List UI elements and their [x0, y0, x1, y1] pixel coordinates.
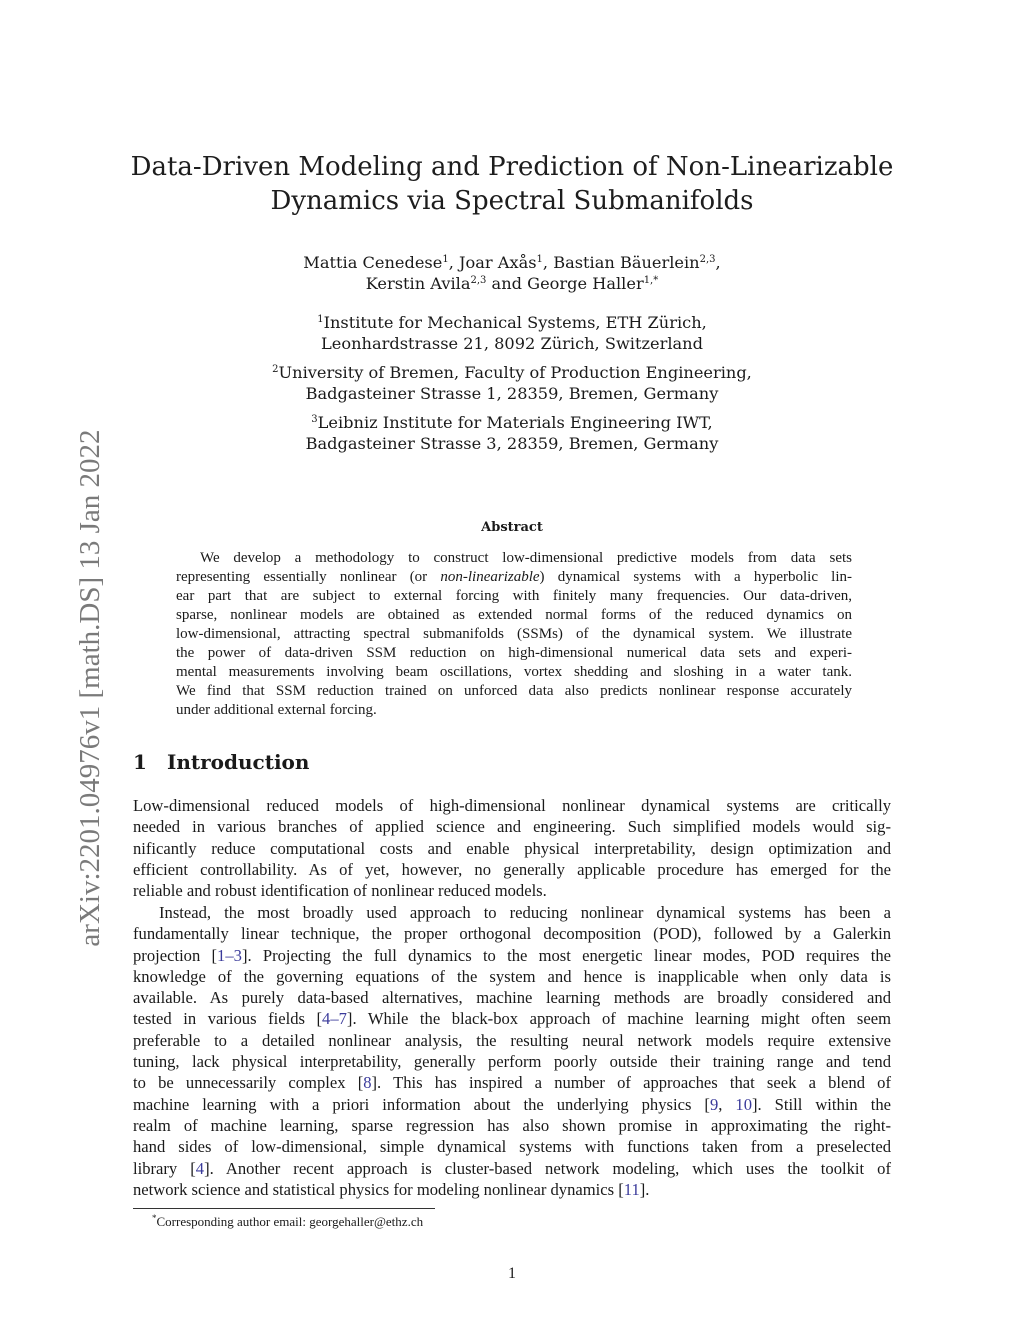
footnote-rule	[133, 1208, 435, 1209]
abstract-line: ear part that are subject to external forcing with finitely many frequencies. Our data-driven,	[176, 588, 852, 604]
author-name: Bastian Bäuerlein	[553, 253, 700, 272]
text-line: hand sides of low-dimensional, simple dynamical systems with functions taken from a preselected	[133, 1137, 891, 1157]
author-list	[112, 252, 912, 294]
text-line	[133, 945, 891, 966]
footnote	[152, 1213, 423, 1230]
abstract-emphasis: non-linearizable	[440, 569, 540, 585]
text-line: efficient controllability. As of yet, however, no generally applicable procedure has emerged for the	[133, 859, 891, 879]
section-number: 1	[133, 750, 147, 774]
arxiv-side-stamp: arXiv:2201.04976v1 [math.DS] 13 Jan 2022	[74, 429, 106, 947]
text-span: network science and statistical physics for modeling nonlinear dynamics [	[133, 1179, 624, 1199]
citation-link[interactable]: 4	[322, 1009, 331, 1029]
section-heading-introduction	[133, 748, 309, 776]
citation-link[interactable]: 8	[363, 1073, 372, 1093]
abstract-line: under additional external forcing.	[176, 702, 377, 718]
abstract-text: representing essentially nonlinear (or	[176, 569, 441, 585]
citation-link[interactable]: 3	[233, 945, 242, 965]
author-affil-mark: 1	[442, 254, 449, 265]
citation-link[interactable]: 7	[338, 1009, 347, 1029]
abstract-line: low-dimensional, attracting spectral submanifolds (SSMs) of the dynamical system. We illustrate	[176, 626, 852, 642]
text-span: ]. Still within the	[751, 1094, 891, 1114]
text-span: ]. Another recent approach is cluster-based network modeling, which uses the toolkit of	[204, 1158, 891, 1178]
text-span: to be unnecessarily complex [	[133, 1073, 364, 1093]
affiliation-text: Institute for Mechanical Systems, ETH Zürich,	[323, 313, 707, 332]
abstract-line: sparse, nonlinear models are obtained as extended normal forms of the reduced dynamics on	[176, 607, 852, 623]
affiliation-1	[112, 312, 912, 354]
text-span: ,	[718, 1094, 736, 1114]
affiliation-address: Leonhardstrasse 21, 8092 Zürich, Switzerland	[321, 334, 703, 353]
text-line: tuning, lack physical interpretability, generally perform poorly outside their training range and tend	[133, 1052, 891, 1072]
text-line: Instead, the most broadly used approach to reducing nonlinear dynamical systems has been a	[159, 903, 891, 922]
paper-title	[112, 150, 912, 218]
affiliation-line	[112, 412, 912, 433]
text-line: reliable and robust identification of nonlinear reduced models.	[133, 881, 547, 901]
text-line: available. As purely data-based alternatives, machine learning methods are broadly considered and	[133, 988, 891, 1008]
citation-link[interactable]: 11	[623, 1179, 640, 1199]
abstract-line	[176, 568, 852, 587]
abstract-line: the power of data-driven SSM reduction on high-dimensional numerical data sets and experi-	[176, 645, 852, 661]
text-line: fundamentally linear technique, the proper orthogonal decomposition (POD), followed by a Galerkin	[133, 924, 891, 944]
text-span: ]. Projecting the full dynamics to the most energetic linear modes, POD requires the	[241, 945, 891, 965]
affiliation-3	[112, 412, 912, 454]
abstract-line: mental measurements involving beam oscillations, vortex shedding and sloshing in a water tank.	[176, 664, 852, 680]
author-name: George Haller	[527, 274, 644, 293]
section-title: Introduction	[167, 750, 310, 774]
text-line: Low-dimensional reduced models of high-dimensional nonlinear dynamical systems are critically	[133, 796, 891, 815]
text-span: library [	[133, 1158, 196, 1178]
affiliation-2	[112, 362, 912, 404]
text-span: ]. While the black-box approach of machine learning might often seem	[346, 1009, 891, 1029]
text-line	[133, 1179, 891, 1200]
affiliation-line	[112, 312, 912, 333]
abstract-line: We find that SSM reduction trained on unforced data also predicts nonlinear response accurately	[176, 683, 852, 699]
author-name: Kerstin Avila	[365, 274, 471, 293]
abstract-line: We develop a methodology to construct low-dimensional predictive models from data sets	[200, 550, 852, 566]
text-line: preferable to a detailed nonlinear analysis, the resulting neural network models require extensive	[133, 1030, 891, 1050]
page-number: 1	[508, 1265, 516, 1282]
citation-link[interactable]: 10	[735, 1094, 752, 1114]
citation-link[interactable]: 1	[217, 945, 226, 965]
abstract-body	[176, 549, 852, 720]
author-name: Mattia Cenedese	[303, 253, 443, 272]
text-line: knowledge of the governing equations of the system and hence is inapplicable when only data is	[133, 966, 891, 986]
affiliation-mark: 3	[311, 414, 318, 425]
citation-range-dash: –	[225, 945, 234, 965]
author-name: Joar Axås	[458, 253, 537, 272]
text-line	[133, 1072, 891, 1093]
author-affil-mark: 1,*	[643, 275, 659, 286]
text-line: nificantly reduce computational costs and enable physical interpretability, design optimization and	[133, 838, 891, 858]
footnote-text: Corresponding author email: georgehaller@ethz.ch	[156, 1214, 424, 1229]
authors-line-1: Mattia Cenedese$^1$, Joar Axås$^1$, Bastian Bäuerlein$^{2,3}$,	[303, 253, 721, 272]
affiliation-address: Badgasteiner Strasse 3, 28359, Bremen, Germany	[305, 434, 719, 453]
author-affil-mark: 2,3	[699, 254, 716, 265]
affiliation-mark: 1	[317, 314, 324, 325]
citation-link[interactable]: 4	[195, 1158, 205, 1178]
text-line	[133, 1158, 891, 1179]
text-line	[133, 1008, 891, 1029]
affiliation-line	[112, 362, 912, 383]
title-line-1: Data-Driven Modeling and Prediction of Non-Linearizable	[130, 152, 894, 182]
affiliation-mark: 2	[272, 364, 279, 375]
text-line: needed in various branches of applied science and engineering. Such simplified models would sig-	[133, 817, 891, 837]
footnote-mark: *	[152, 1213, 157, 1223]
authors-conjunction: and	[491, 274, 522, 293]
affiliation-text: University of Bremen, Faculty of Production Engineering,	[278, 363, 752, 382]
author-affil-mark: 1	[536, 254, 543, 265]
author-affil-mark: 2,3	[470, 275, 487, 286]
text-span: ].	[639, 1179, 650, 1199]
text-span: projection [	[133, 945, 218, 965]
text-line	[133, 1094, 891, 1115]
affiliation-text: Leibniz Institute for Materials Engineering IWT,	[317, 413, 713, 432]
title-line-2: Dynamics via Spectral Submanifolds	[270, 186, 754, 216]
intro-paragraph-1	[133, 795, 891, 901]
text-line: realm of machine learning, sparse regression has also shown promise in approximating the right-	[133, 1115, 891, 1135]
abstract-heading: Abstract	[481, 520, 543, 535]
authors-line-2	[112, 273, 912, 294]
affiliation-address: Badgasteiner Strasse 1, 28359, Bremen, Germany	[305, 384, 719, 403]
text-span: tested in various fields [	[133, 1009, 323, 1029]
citation-link[interactable]: 9	[709, 1094, 719, 1114]
intro-paragraph-2	[133, 902, 891, 1200]
abstract-text: ) dynamical systems with a hyperbolic lin-	[539, 569, 853, 585]
text-span: machine learning with a priori information about the underlying physics [	[133, 1094, 710, 1114]
text-span: ]. This has inspired a number of approaches that seek a blend of	[371, 1073, 891, 1093]
citation-range-dash: –	[330, 1009, 339, 1029]
